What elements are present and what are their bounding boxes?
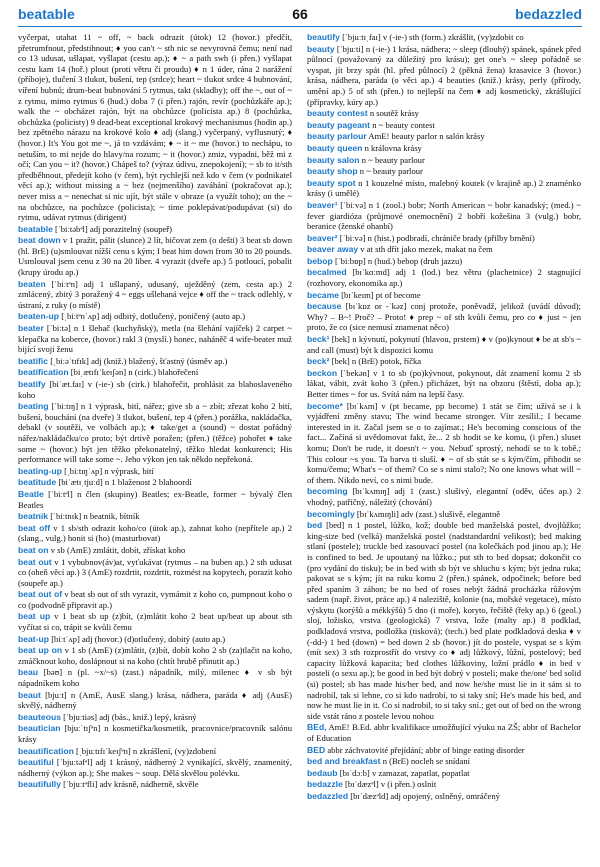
entry-pronunciation: [ˌbiːtɪŋˈʌp] [64,465,103,476]
entry-headword: beautification [18,745,74,756]
entry-definition: AmE! beauty parlor n salón krásy [368,131,485,142]
dictionary-entry [307,791,581,802]
entry-definition: adj porazitelný (soupeř) [89,223,173,234]
entry-definition: sb (AmE) zmlátit, dobít, zřískat koho [57,544,186,555]
entry-definition: adj (bás., kniž.) lepý, krásný [99,711,197,722]
entry-definition: conj protože, poněvadž, jelikož (uvádí důvod); Why? – B~! Proč? – Proto! ♦ prep ~ of sth kvůli čemu, pro co ♦ just ~ jen proto, že co (sice nemusí znamenat něco) [307,301,581,333]
entry-pronunciation: [ˈbjuːtiəs] [63,711,98,722]
entry-pronunciation: [ˈbiːtᵊl] [48,488,73,499]
entry-definition: adv krásně, nádherně, skvěle [99,779,199,790]
right-column [307,32,581,859]
entry-pronunciation: [ˈbiːbɒp] [334,255,366,266]
entry-pronunciation: [bjuːt] [45,689,67,700]
entry-pronunciation: v [54,556,59,567]
dictionary-entry [18,224,292,235]
entry-pronunciation: v [50,544,56,555]
entry-definition: n kývnutí, pokynutí (hlavou, prstem) ♦ v (po)kynout ♦ be at sb's ~ and call (must) být k dispozici komu [307,334,581,355]
entry-definition: n královna krásy [364,142,422,153]
entry-definition: n (-ie-) 1 krása, nádhera; ~ sleep (dlouhý) spánek, spánek před půlnocí (považovaný za důležitý pro krásu); get one's ~ sleep pořádně se vyspat, jít brzy spát (hl. před půlnocí) 2 (pěkná žena) krasavice 3 (hovor.) krása, nádhera, paráda (o věci ap.) 4 beauties (kniž.) krásy, perly (přírody, umění ap.) 5 of sth (přen.) to nejlepší na čem ♦ adj kosmetický, zkrášlující (přípravky, kúry ap.) [307,43,581,107]
entry-definition: n zkrášlení, (vy)zdobení [132,745,217,756]
entry-pronunciation: [bəʊ] [43,667,63,678]
entry-pronunciation: [ˈbiːvə] [340,199,367,210]
dictionary-entry [307,108,581,119]
dictionary-entry [307,155,581,166]
entry-definition: n (AmE, AusE slang.) krása, nádhera, paráda ♦ adj (AusE) skvělý, nádherný [18,689,292,711]
entry-headword: beaut [18,689,41,700]
entry-headword: beck² [307,356,330,367]
dictionary-entry [18,511,292,522]
dictionary-entry [18,757,292,778]
entry-definition: n 1 výprask, bití, nářez; give sb a ~ zbít; zřezat koho 2 bití, bušení, bouchání (na dveře) 3 tlukot, bušení, tep 4 (přen.) porážka, nakládačka, debakl (v soutěži, ve volbách ap.); ♦ take/get a (sound) ~ dostat pořádný nářez/nakládačku/co proto; být drtivě poražen; (přen.) (těžce) pohořet ♦ take some ~ (hovor.) být jen těžko překonatelný, těžko hledat konkurenci; His performance will take some ~. Jeho výkon jen tak někdo nepřekoná. [18,401,292,465]
entry-pronunciation: [bed] [326,520,345,531]
dictionary-entry [307,32,581,43]
entry-pronunciation: v [62,235,68,246]
entry-pronunciation: [ˈbekən] [340,367,370,378]
entry-definition: 1 sb (AmE) (z)mlátit, (z)bít, dobít koho 2 sb (za)tlačit na koho, zmáčknout koho, doslápnout si na koho (chtít hrubě přinutit ap.) [18,645,292,666]
entry-headword: beatify [18,379,46,389]
entry-definition: adj 1 krásný, nádherný 2 vynikající, skvělý, znamenitý, nádherný (výkon ap.); She makes ~ soup. Dělá skvělou polévku. [18,757,292,778]
entry-definition: v (pt became, pp become) 1 stát se čím; užívá se i k vyjádření změny stavu; The wind became stronger. Vítr zesílil.; I became interested in it. Začal jsem se o to zajímat.; He's becoming conscious of the fact... Začíná si uvědomovat fakt, že... 2 sb hodit se ke komu, (i přen.) sluset komu; Don't be rude, it doesn't ~ you. Nebuď sprostý, nehodí se to k tobě.; This colour ~s you. Ta barva ti sluší. ♦ ~ of sb stát se s kým/čím, přihodit se komu/čemu; What's ~ of them? Co se s nimi stalo?; No one knows what will ~ of them. Nikdo neví, co s nimi bude. [307,400,581,485]
entry-definition: v (-ie-) sb (cirk.) blahořečit, prohlásit za blahoslaveného koho [18,379,292,400]
entry-definition: AmE! B.Ed. abbr kvalifikace umožňující výuku na ZŠ; abbr of Bachelor of Education [307,722,581,743]
entry-headword: beating-up [18,465,62,476]
dictionary-entry [307,143,581,154]
entry-headword: beauty salon [307,154,360,165]
dictionary-entry [307,486,581,507]
dictionary-entry [307,509,581,520]
dictionary-entry [18,356,292,367]
entry-headword: beatific [18,355,49,366]
entry-definition: beat sb out of sth vyrazit, vymámit z koho co, pumpnout koho o co (podvodně připravit ap.) [18,589,292,610]
entry-definition: n soutěž krásy [369,108,419,119]
entry-headword: beaten-up [18,311,60,322]
dictionary-entry [18,466,292,477]
dictionary-entry [307,256,581,267]
entry-headword: beckon [307,367,338,378]
dictionary-entry [307,401,581,486]
entry-pronunciation: [bek] [331,356,350,367]
entry-definition: 1 beat sb up (z)bít, (z)mlátit koho 2 beat up/beat up about sth vyčítat si co, trápit se kvůli čemu [18,611,292,633]
entry-definition: n (BrE) nocleh se snídaní [382,756,471,767]
entry-headword: beating [18,401,49,412]
entry-headword: beautiful [18,757,54,768]
entry-headword: bed [307,520,323,531]
entry-headword: becomingly [307,508,355,519]
dictionary-entry [307,200,581,232]
entry-pronunciation: [ˈbiːvə] [339,232,366,243]
entry-definition: adj 1 (lod.) bez větru (plachetnice) 2 stagnující (rozhovory, ekonomika ap.) [307,267,581,289]
entry-headword: becoming [307,486,348,497]
entry-definition: v (-ie-) sth (form.) zkrášlit, (vy)zdobit co [382,32,524,42]
entry-headword: beaver² [307,232,338,243]
entry-definition: n ~ beauty parlour [361,154,425,165]
entry-pronunciation: [ˌbiːtᵊnˈʌp] [61,311,100,322]
entry-headword: beater [18,323,44,334]
dictionary-entry [307,178,581,199]
entry-definition: adj (hovor.) (d)otlučený, dobitý (auto ap.) [81,633,226,644]
entry-pronunciation: [bjuːˈtɪʃᵊn] [64,723,101,734]
entry-definition: v 1 to sb (po)kývnout, pokynout, dát znamení komu 2 sb lákat, vábit, zvát koho 3 (přen.) přicházet, být na obzoru (štěstí, doba ap.); Better times ~ for us. Svítá nám na lepší časy. [307,367,581,399]
entry-pronunciation: v [54,611,59,622]
entry-headword: became [307,289,340,300]
entry-headword: beauty queen [307,142,363,153]
entry-definition: n ~ beauty contest [372,119,435,130]
entry-headword: becalmed [307,267,347,278]
header-rule [18,26,582,27]
entry-headword: beauty parlour [307,131,367,142]
entry-definition: abbr záchvatovité přejídání; abbr of binge eating disorder [327,744,525,755]
entry-headword: BED [307,744,326,755]
entry-pronunciation: [bɪˈdæzᵊld] [350,790,389,801]
entry-headword: bedaub [307,767,338,778]
entry-headword: beauty pageant [307,119,371,130]
entry-pronunciation: [biˈæt.faɪ] [49,379,84,389]
entry-definition: adv (zast.) slušivě, elegantně [401,508,501,519]
dictionary-entry [307,44,581,108]
entry-pronunciation: [biːtˈʌp] [51,633,80,644]
entry-pronunciation: [ˈbiːtə] [46,323,71,334]
entry-headword: beau [18,667,39,678]
entry-headword: bed and breakfast [307,756,381,767]
page-number: 66 [292,6,308,22]
left-column [18,32,292,859]
entry-definition: n výprask, bití [104,465,154,476]
entry-pronunciation: [biˌætɪfɪˈkeɪʃən] [70,367,127,378]
entry-pronunciation: [ˈbjuːti] [336,43,364,54]
dictionary-entry [307,722,581,743]
entry-headword: beatable [18,223,53,234]
dictionary-entry [18,32,292,223]
dictionary-entry [18,611,292,632]
dictionary-entry [307,779,581,790]
entry-definition: n 1 kouzelné místo, malebný koutek (v krajině ap.) 2 znaménko krásy (i umělé) [307,177,581,199]
entry-definition: 1 sb/sth odrazit koho/co (útok ap.), zahnat koho (nepřítele ap.) 2 (slang., vulg.) honit si (ho) (masturbovat) [18,522,292,544]
entry-headword: bebop [307,255,333,266]
dictionary-entry [18,645,292,666]
dictionary-entry [307,267,581,288]
dictionary-entry [18,523,292,544]
entry-headword: because [307,301,342,312]
entry-headword: beautifully [18,779,61,790]
entry-definition: n 1 (zool.) bobr; North American ~ bobr kanadský; (med.) ~ fever giardióza (průjmové onemocnění) 2 bobří kožešina 3 (vulg.) bobr, beranice (ženské ohanbí) [307,199,581,232]
entry-pronunciation: [bɪˈdæzᵊl] [344,779,379,790]
entry-headword: beat-up [18,633,50,644]
entry-headword: bedazzled [307,790,349,801]
entry-pronunciation: [ˈbiːtnɪk] [50,511,82,522]
entry-headword: bedazzle [307,779,343,790]
entry-definition: n beatnik, bítník [83,511,140,522]
entry-pronunciation: [ˌbiːəˈtɪfɪk] [50,355,89,366]
entry-definition: adj odbitý, dotlučený, poničený (auto ap.) [101,311,246,322]
dictionary-entry [18,634,292,645]
dictionary-entry [18,723,292,744]
dictionary-entry [307,290,581,301]
entry-headword: beat up on [18,645,63,656]
entry-headword: beat down [18,235,61,246]
entry-definition: adj 1 ušlapaný, udusaný, uježděný (zem, cesta ap.) 2 zmlácený, zbitý 3 poražený 4 ~ eggs ušlehaná vejce ♦ off the ~ track odlehlý, v ústraní, z ruky (o místě) [18,278,292,310]
entry-headword: become* [307,400,343,411]
entry-headword: BEd, [307,722,327,733]
entry-definition: v (i přen.) oslnit [380,779,437,790]
entry-definition: adj opojený, oslněný, omráčený [390,790,500,801]
dictionary-entry [18,477,292,488]
entry-pronunciation: [bɪˈkʌmɪŋli] [356,508,399,519]
entry-pronunciation: [bɪˈkeɪm] [341,289,374,300]
dictionary-entry [307,120,581,131]
dictionary-entry [18,379,292,400]
entry-definition: n kosmetička/kosmetik, pracovnice/pracovník salónu krásy [18,723,292,744]
dictionary-entry [18,323,292,355]
dictionary-entry [18,489,292,510]
dictionary-entry [18,401,292,465]
entry-pronunciation: [ˈbjuːtɪˌfaɪ] [342,32,381,42]
entry-headword: beauty shop [307,166,358,177]
dictionary-entry [18,311,292,322]
entry-pronunciation: [bɪˈkɑːmd] [352,267,390,278]
entry-definition: n (hist.) podbradí, chrániče brady (přilby brnění) [367,232,535,243]
entry-headword: beat out [18,556,52,567]
entry-headword: beck¹ [307,334,330,345]
entry-definition: 1 vybubnov(áv)at, vyťukávat (rytmus – na buben ap.) 2 sth udusat co (oheň věcí ap.) 3 (AmE) rozdrtit, rozdrtit, rozmést na kopytech, porazit koho (soupeře ap.) [18,556,292,588]
entry-definition: n (cirk.) blahořečení [128,367,199,378]
entry-pronunciation: [bɪˈdɔːb] [339,767,370,778]
dictionary-entry [18,779,292,790]
dictionary-entry [307,334,581,355]
entry-headword: beaten [18,278,46,289]
left-guideword: beatable [18,6,75,22]
entry-pronunciation: [ˈbiːtəbᵊl] [55,223,88,234]
entry-headword: beat up [18,611,51,622]
dictionary-entry [18,589,292,610]
dictionary-entry [18,690,292,711]
dictionary-entry [307,768,581,779]
dictionary-entry [307,745,581,756]
dictionary-entry [307,368,581,400]
entry-pronunciation: [bek] [331,334,350,345]
entry-pronunciation: [ˈbjuːtəfᵊl] [56,757,93,768]
entry-definition: n 1 postel, lůžko, kož; double bed manželská postel, dvojlůžko; king-size bed (velká) manželská postel (nadstandardní velikost); bed making stlaní (postele); truckle bed zasouvací postel (na kolečkách pod jinou ap.); He is confined to bed. Je upoutaný na lůžko.; put sth to bed dopsat; dokončit co (pro vydání do tisku); be in bed with sb být ve shluchu s kým; být jedna ruka; pakovat se s kým; jít na ruku komu 2 (přen.) spánek, odpočinek; before bed před spaním 3 záhon; be no bed of roses nebýt žádná procházka růžovým sadem (např. život, práce ap.) 4 naleziště, kolonie (na, mořské vegetace), místo výskytu (korýšů a mékkýšů) 5 dno (i moře), koryto, řečiště (řeky ap.) 6 (geol.) sloj, ložisko, vrstva (geologická) 7 vrstva, lože (malty ap.) 8 podklad, podkladová vrstva, podložka (tisková); (tech.) bed plate podkladová deska ♦ v (-dd-) 1 bed (down) = bed down 2 sb (hovor.) jít do postele, vyspat se s kým (mít sex) 3 sth rozprostřít do vrstvy co ♦ adj lůžkový, lůžní, postelový; bed capacity lůžková kapacita; bed clothes lůžkoviny, ložní prádlo ♦ in bed v posteli (o sexu ap.); be good in bed být dobrý v posteli; make the/one' bed solid (si) postel; sb has made his/her bed, and now he/she must lie in it sám si to nadrobil, tak si lehne, co si kdo nadrobí, to si taky sní; He's made his bed, and now he must lie in it. Co si nadrobil, to si taky sní.; get out of bed on the wrong side vstát ráno z postele levou nohou [307,520,581,721]
entry-pronunciation: v [53,522,58,533]
entry-definition: vyčerpat, utahat 11 ~ off, ~ back odrazit (útok) 12 (hovor.) předčít, přetrumfnout, předstihnout; ♦ you can't ~ sth nic se nevyrovná čemu; není nad co 13 udusat, ušlapat, vyšlapat (cestu ap.); ♦ ~ a path swh (i přen.) vyšlapat cestu kam 14 (hoř.) plout (proti větru či proudu) ♦ n 1 úder, rána 2 narážení (příboje), tlučení 3 tlukot, bušení, tep (srdce); heart ~ tlukot srdce 4 bubnování, víření bubnů; drum-beat bubnování 5 rytmus, takt (skladby); off the ~, out of ~ z rytmu, mimo rytmus 6 (hud.) doba 7 (i přen.) rajón, revír (pochůzkáře ap.); walk the ~ obcházet rajón, být na obchůzce (policista ap.) 8 (pochůzka, obchůzka (policisty) 9 dead-beat exceptional krokový mechanismus (hodin ap.) bez zpětného nárazu na krokové kolo ♦ adj (slang.) vyčerpaný, vyflusnutý; ♦ (hovor.) It's You got me ~, já to vzdávám; ♦ ~ it ~ me (hovor.) to nechápu, to netuším, to mi nejde do hlavy/na rozum; ~ it (hovor.) zmiz, vypadni, běž mi z očí; Can you ~ it? (hovor.) Chápeš to? (výraz údivu, znepokojení); ~ sb to it/sth předběhnout, předejít koho (v čem), být rychlejší než kdo v čem (v podnikatel věcí ap.); without missing a ~ bez (nejmenšího) zaváhání (pokračovat ap.); never miss a ~ nenechat si nic ujít, být stále v obraze (a využít toho); on the ~ na obchůzce, na pochůzce (policista); ~ time poklepávat/podupávat (si) do rytmu, udávat rytmus (dirigent) [18,32,292,223]
entry-headword: beauty spot [307,177,356,188]
dictionary-entry [307,756,581,767]
entry-headword: Beatle [18,488,44,499]
entry-pronunciation: [bɪˈkɒz or -ˈkəz] [345,301,407,312]
dictionary-entry [18,235,292,277]
entry-pronunciation: [ˈbiːtɪŋ] [51,401,79,412]
dictionary-entry [18,712,292,723]
entry-pronunciation: v [64,589,69,600]
dictionary-entry [307,356,581,367]
entry-definition: n 1 blaženost 2 blahoordí [104,477,192,488]
entry-pronunciation: [ˈbjuːtᵊfli] [63,779,98,790]
dictionary-entry [307,131,581,142]
entry-headword: beauteous [18,711,61,722]
entry-headword: beauty contest [307,108,368,119]
entry-definition: adj 1 (zast.) slušivý, elegantní (oděv, účes ap.) 2 vhodný, patřičný, náležitý (chování) [307,486,581,507]
entry-definition: n ~ beauty parlour [359,166,423,177]
entry-headword: beaver¹ [307,199,338,210]
dictionary-entry [18,667,292,688]
entry-pronunciation: [biˈætɪˌtjuːd] [58,477,103,488]
entry-definition: adj (kniž.) blažený, šťastný (úsměv ap.) [91,355,228,366]
entry-headword: beatnik [18,511,49,522]
entry-definition: 1 pražit, pálit (slunce) 2 lít, bičovat zem (o dešti) 3 beat sb down (hl. BrE) (u)smlouvat nížší cenu s kým; I beat him down from 30 to 20 pounds. Usmlouval jsem cenu z 30 na 20 liber. 4 vyrazit (dveře ap.) 5 potloucí, pobalit (krupy úrodu ap.) [18,235,292,278]
entry-headword: beatification [18,367,69,378]
dictionary-entry [307,244,581,255]
entry-pronunciation: [ˈbiːtᵊn] [51,278,78,289]
entry-pronunciation: [bɪˈkʌmɪŋ] [352,486,390,497]
entry-headword: beat on [18,544,49,555]
dictionary-entry [18,746,292,757]
entry-definition: n (BrE) potok, říčka [351,356,422,367]
dictionary-entry [307,166,581,177]
entry-definition: v zamazat, zapatlat, popatlat [371,767,470,778]
dictionary-entry [307,233,581,244]
dictionary-entry [18,367,292,378]
entry-headword: beatitude [18,477,57,488]
entry-definition: pt of become [375,289,421,300]
entry-headword: beaver away [307,244,359,255]
entry-pronunciation: v [360,244,365,255]
page-header [18,6,582,28]
entry-headword: beat off [18,522,51,533]
dictionary-entry [307,520,581,721]
entry-headword: beauty [307,43,335,54]
dictionary-entry [18,545,292,556]
entry-headword: beat out of [18,589,63,600]
dictionary-entry [18,279,292,311]
entry-definition: n 1 šlehač (kuchyňský), metla (na šlehání vajíček) 2 carpet ~ klepačka na koberce, (hovor.) rakl 3 (myslí.) honec, naháněč 4 wife-beater muž bijící svoji ženu [18,323,292,355]
entry-headword: beautify [307,32,340,42]
entry-pronunciation: v [64,645,69,656]
entry-definition: at sth dřít jako mezek, makat na čem [366,244,493,255]
entry-definition: n (hud.) bebop (druh jazzu) [367,255,463,266]
entry-headword: beautician [18,723,61,734]
dictionary-entry [307,301,581,333]
entry-pronunciation: [ˌbjuːtɪfɪˈkeɪʃᵊn] [76,745,131,756]
entry-definition: n člen (skupiny) Beatles; ex-Beatle, former ~ bývalý člen Beatles [18,488,292,510]
entry-definition: n (pl. ~x/~s) (zast.) nápadník, milý, milenec ♦ v sb být nápadníkem koho [18,667,292,689]
right-guideword: bedazzled [515,6,582,22]
dictionary-entry [18,557,292,589]
entry-pronunciation: [bɪˈkʌm] [346,400,378,411]
